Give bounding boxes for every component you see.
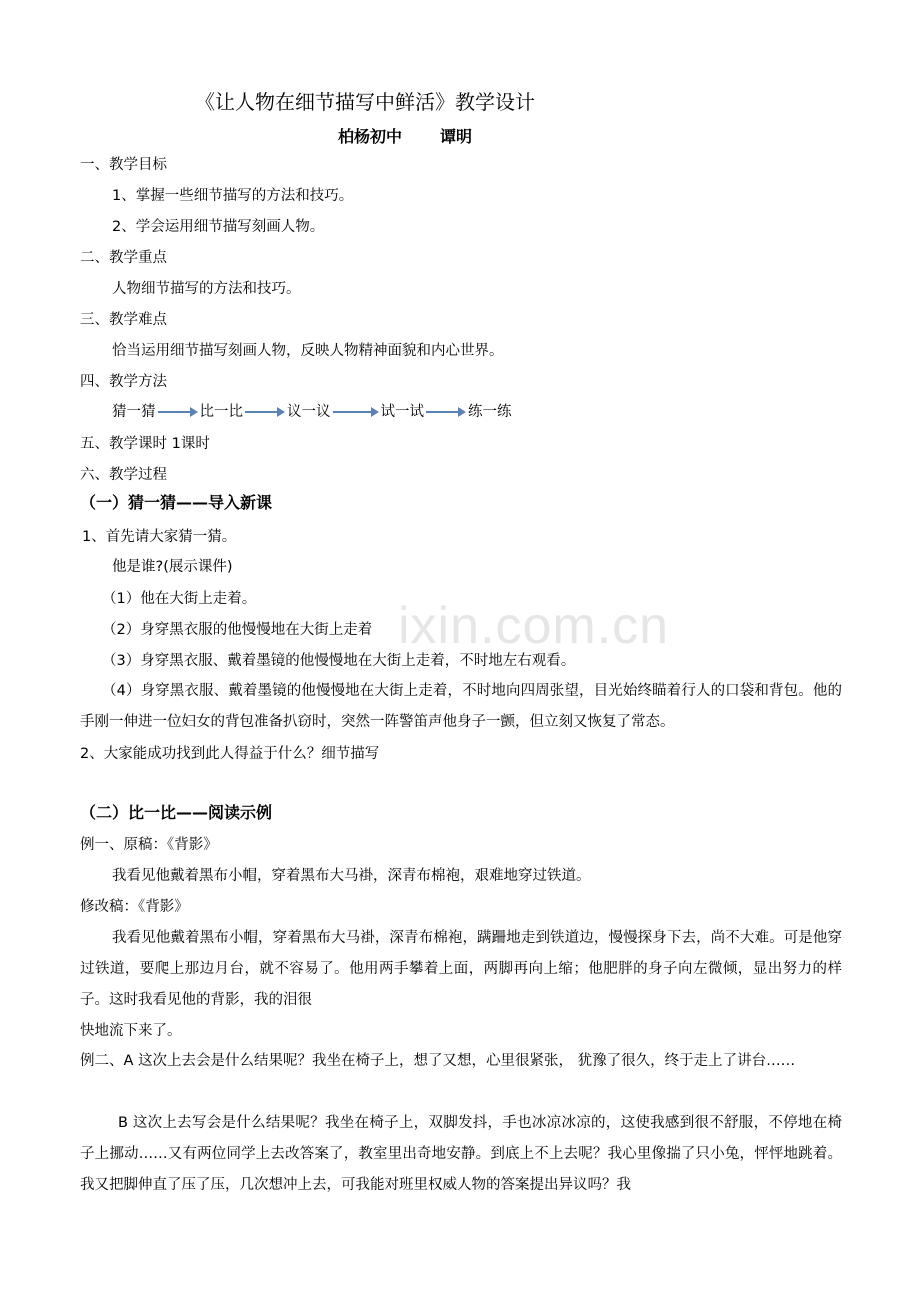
method-step: 比一比 bbox=[199, 404, 243, 420]
example2-a: 例二、A 这次上去会是什么结果呢？我坐在椅子上，想了又想，心里很紧张， 犹豫了很久，终于走上了讲台…… bbox=[80, 1053, 796, 1069]
author-name: 谭明 bbox=[440, 127, 473, 146]
example2-b: B 这次上去写会是什么结果呢？我坐在椅子上，双脚发抖，手也冰凉冰凉的，这使我感到很不舒服，不停地在椅子上挪动……又有两位同学上去改答案了，教室里出奇地安静。到底上不上去呢？我心里像揣了只小兔，怦怦地跳着。我又把脚伸直了压了压，几次想冲上去，可我能对班里权威人物的答案提出异议吗？我 bbox=[80, 1115, 842, 1193]
section-method-heading: 四、教学方法 bbox=[80, 374, 167, 390]
method-flow bbox=[112, 402, 512, 422]
part1-question-1: 1、首先请大家猜一猜。 bbox=[82, 529, 237, 545]
method-step: 试一试 bbox=[380, 404, 424, 420]
watermark: ixin.com.cn bbox=[398, 597, 670, 655]
section-difficulty-heading: 三、教学难点 bbox=[80, 312, 167, 328]
arrow-right-icon bbox=[158, 407, 198, 417]
revision-label: 修改稿：《背影》 bbox=[80, 899, 189, 915]
section-focus-text: 人物细节描写的方法和技巧。 bbox=[112, 281, 301, 297]
clue-1: （1）他在大街上走着。 bbox=[102, 591, 257, 607]
arrow-right-icon bbox=[333, 407, 379, 417]
school-name: 柏杨初中 bbox=[338, 127, 403, 146]
revision-text-tail: 快地流下来了。 bbox=[80, 1023, 182, 1039]
goal-item: 2、学会运用细节描写刻画人物。 bbox=[112, 219, 325, 235]
section-difficulty-text: 恰当运用细节描写刻画人物，反映人物精神面貌和内心世界。 bbox=[112, 343, 504, 359]
part2-heading: （二）比一比——阅读示例 bbox=[80, 803, 273, 822]
revision-text: 我看见他戴着黑布小帽，穿着黑布大马褂，深青布棉袍，蹒跚地走到铁道边，慢慢探身下去，尚不大难。可是他穿过铁道，要爬上那边月台，就不容易了。他用两手攀着上面，两脚再向上缩；他肥胖的身子向左微倾，显出努力的样子。这时我看见他的背影，我的泪很 bbox=[80, 930, 842, 1008]
clue-4: （4）身穿黑衣服、戴着墨镜的他慢慢地在大街上走着，不时地向四周张望，目光始终瞄着行人的口袋和背包。他的手刚一伸进一位妇女的背包准备扒窃时，突然一阵警笛声他身子一颤，但立刻又恢复了常态。 bbox=[80, 683, 842, 730]
part1-question-2: 2、大家能成功找到此人得益于什么？细节描写 bbox=[80, 746, 380, 762]
section-process-heading: 六、教学过程 bbox=[80, 467, 167, 483]
example1-label: 例一、原稿：《背影》 bbox=[80, 837, 218, 853]
section-period-heading: 五、教学课时 1课时 bbox=[80, 436, 210, 452]
example1-text: 我看见他戴着黑布小帽，穿着黑布大马褂，深青布棉袍，艰难地穿过铁道。 bbox=[112, 868, 591, 884]
section-goals-heading: 一、教学目标 bbox=[80, 157, 167, 173]
method-step: 议一议 bbox=[287, 404, 331, 420]
byline bbox=[338, 124, 472, 147]
goal-item: 1、掌握一些细节描写的方法和技巧。 bbox=[112, 188, 354, 204]
clue-3: （3）身穿黑衣服、戴着墨镜的他慢慢地在大街上走着，不时地左右观看。 bbox=[102, 653, 576, 669]
document-title: 《让人物在细节描写中鲜活》教学设计 bbox=[195, 90, 535, 114]
arrow-right-icon bbox=[426, 407, 466, 417]
part1-heading: （一）猜一猜——导入新课 bbox=[80, 493, 273, 512]
method-step: 猜一猜 bbox=[112, 404, 156, 420]
section-focus-heading: 二、教学重点 bbox=[80, 250, 167, 266]
part1-who: 他是谁?(展示课件) bbox=[112, 559, 233, 575]
arrow-right-icon bbox=[245, 407, 285, 417]
method-step: 练一练 bbox=[468, 404, 512, 420]
clue-2: （2）身穿黑衣服的他慢慢地在大街上走着 bbox=[102, 622, 373, 638]
